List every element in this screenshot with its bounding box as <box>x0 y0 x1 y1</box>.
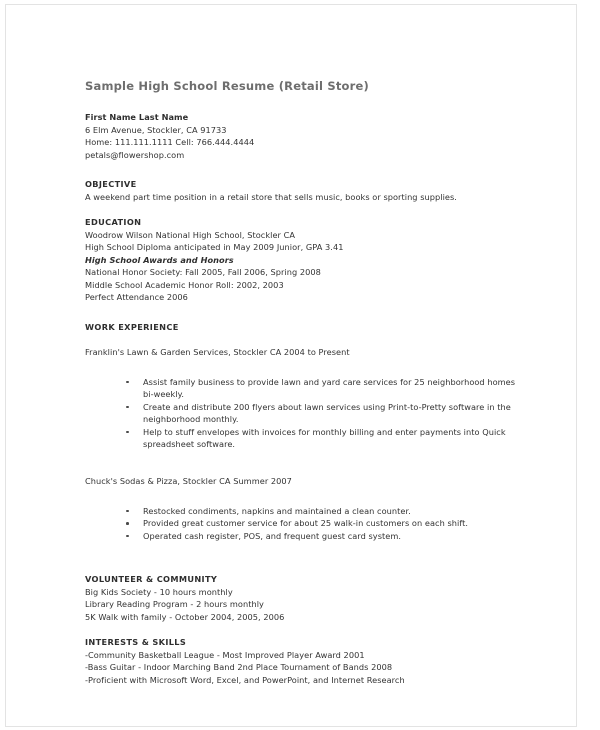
job-bullets-1 <box>85 376 525 452</box>
interest-item-3: -Proficient with Microsoft Word, Excel, and PowerPoint, and Internet Research <box>85 674 405 685</box>
job-title-2: Chuck's Sodas & Pizza, Stockler CA Summer 2007 <box>85 476 292 487</box>
list-item <box>85 426 525 451</box>
job-bullets-2 <box>85 505 525 543</box>
spacer <box>85 333 525 346</box>
education-award-2: Middle School Academic Honor Roll: 2002, 2003 <box>85 279 284 290</box>
bullet-text: Restocked condiments, napkins and maintained a clean counter. <box>143 505 411 516</box>
page-title: Sample High School Resume (Retail Store) <box>85 79 369 93</box>
bullet-text: Help to stuff envelopes with invoices for monthly billing and enter payments into Quick spreadsheet software. <box>143 426 506 450</box>
section-heading-volunteer-community: VOLUNTEER & COMMUNITY <box>85 574 218 585</box>
list-item <box>85 376 525 401</box>
bullet-text: Provided great customer service for about 25 walk-in customers on each shift. <box>143 518 469 529</box>
section-work-experience <box>85 321 525 543</box>
job-title-1: Franklin's Lawn & Garden Services, Stockler CA 2004 to Present <box>85 347 350 357</box>
contact-name: First Name Last Name <box>85 112 189 122</box>
education-awards-subheading: High School Awards and Honors <box>85 254 234 265</box>
spacer <box>85 623 525 636</box>
bullet-dot-icon <box>126 431 129 434</box>
spacer <box>85 304 525 321</box>
bullet-text: Create and distribute 200 flyers about lawn services using Print-to-Pretty software in the neighborhood monthly. <box>143 401 511 425</box>
bullet-dot-icon <box>126 522 129 525</box>
section-heading-interests-skills: INTERESTS & SKILLS <box>85 637 187 648</box>
education-award-1: National Honor Society: Fall 2005, Fall 2006, Spring 2008 <box>85 267 321 277</box>
contact-address: 6 Elm Avenue, Stockler, CA 91733 <box>85 124 227 135</box>
bullet-dot-icon <box>126 510 129 513</box>
interest-item-2: -Bass Guitar - Indoor Marching Band 2nd Place Tournament of Bands 2008 <box>85 662 393 673</box>
education-award-3: Perfect Attendance 2006 <box>85 292 188 302</box>
volunteer-item-1: Big Kids Society - 10 hours monthly <box>85 586 233 597</box>
list-item <box>85 530 525 543</box>
contact-block <box>85 111 525 161</box>
resume-content <box>85 79 525 686</box>
bullet-dot-icon <box>126 381 129 384</box>
spacer <box>85 451 525 475</box>
bullet-dot-icon <box>126 535 129 538</box>
volunteer-item-2: Library Reading Program - 2 hours monthly <box>85 599 264 610</box>
section-heading-work-experience: WORK EXPERIENCE <box>85 321 179 332</box>
section-interests-skills <box>85 636 525 686</box>
spacer <box>85 161 525 178</box>
spacer <box>85 488 525 505</box>
list-item <box>85 505 525 518</box>
section-volunteer-community <box>85 573 525 623</box>
section-objective <box>85 178 525 203</box>
list-item <box>85 401 525 426</box>
volunteer-item-3: 5K Walk with family - October 2004, 2005, 2006 <box>85 611 285 622</box>
bullet-text: Operated cash register, POS, and frequent guest card system. <box>143 530 402 541</box>
spacer <box>85 542 525 573</box>
bullet-dot-icon <box>126 406 129 409</box>
contact-phones: Home: 111.111.1111 Cell: 766.444.4444 <box>85 137 255 147</box>
objective-text: A weekend part time position in a retail store that sells music, books or sporting supplies. <box>85 191 457 202</box>
education-diploma: High School Diploma anticipated in May 2009 Junior, GPA 3.41 <box>85 242 344 252</box>
section-heading-education: EDUCATION <box>85 217 142 227</box>
interest-item-1: -Community Basketball League - Most Improved Player Award 2001 <box>85 649 365 660</box>
contact-email: petals@flowershop.com <box>85 149 185 160</box>
spacer <box>85 359 525 376</box>
section-heading-objective: OBJECTIVE <box>85 179 137 189</box>
section-education <box>85 216 525 304</box>
resume-page <box>5 4 577 727</box>
list-item <box>85 517 525 530</box>
bullet-text: Assist family business to provide lawn and yard care services for 25 neighborhood homes bi-weekly. <box>143 376 516 400</box>
education-school: Woodrow Wilson National High School, Stockler CA <box>85 229 296 240</box>
spacer <box>85 203 525 216</box>
